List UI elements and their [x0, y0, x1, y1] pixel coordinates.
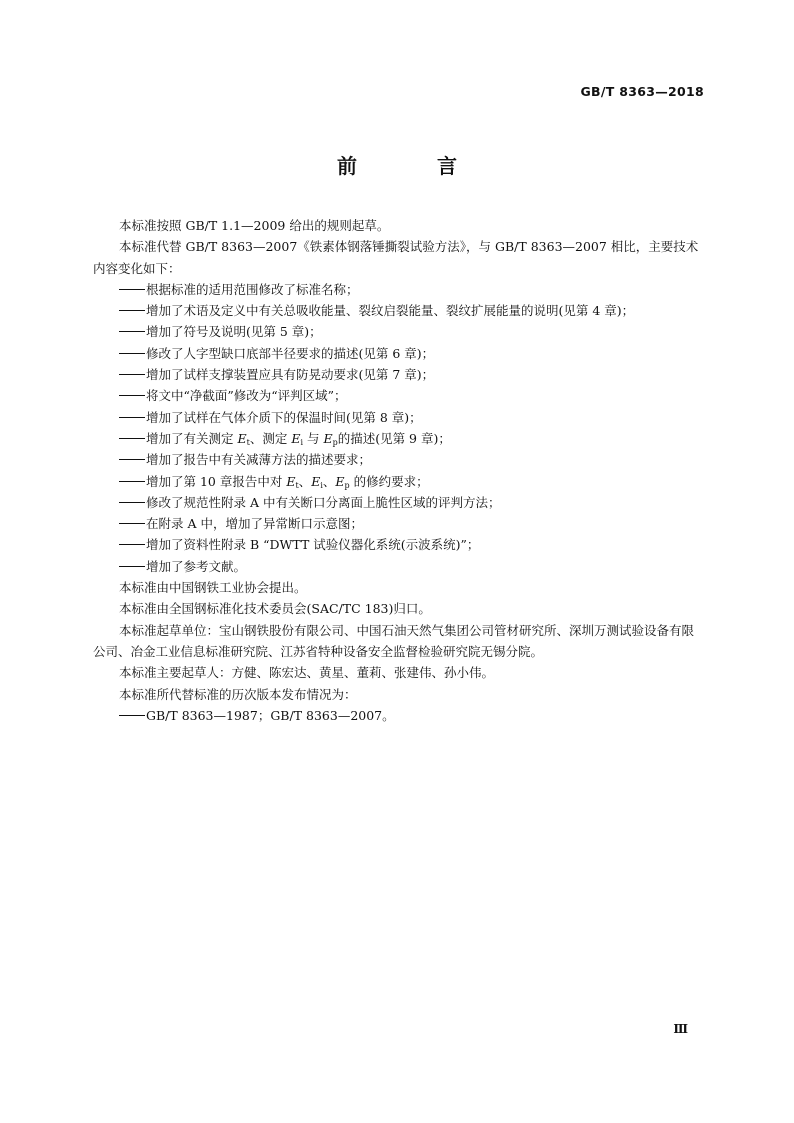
paragraph-history-intro: 本标准所代替标准的历次版本发布情况为：: [119, 686, 357, 702]
dash-icon: [119, 289, 145, 290]
change-item: 增加了参考文献。: [93, 556, 705, 577]
paragraph-replacement: 本标准代替 GB/T 8363—2007《铁素体钢落锤撕裂试验方法》，与 GB/T 8363—2007 相比，主要技术内容变化如下：: [93, 239, 699, 276]
dash-icon: [119, 481, 145, 482]
page-number: Ⅲ: [673, 1022, 688, 1036]
dash-icon: [119, 310, 145, 311]
dash-icon: [119, 353, 145, 354]
change-item-rounding: 增加了第 10 章报告中对 $E_t$、$E_i$、$E_p$ 的修约要求；: [93, 471, 705, 492]
change-item: 增加了试样在气体介质下的保温时间(见第 8 章)；: [93, 407, 705, 428]
change-item: 增加了资料性附录 B “DWTT 试验仪器化系统(示波系统)”；: [93, 534, 705, 555]
standard-number: GB/T 8363—2018: [580, 84, 704, 99]
dash-icon: [119, 374, 145, 375]
change-item: 将文中“净截面”修改为“评判区域”；: [93, 385, 705, 406]
dash-icon: [119, 523, 145, 524]
paragraph-technical-committee: 本标准由全国钢标准化技术委员会(SAC/TC 183)归口。: [119, 601, 431, 617]
change-item: 在附录 A 中，增加了异常断口示意图；: [93, 513, 705, 534]
page-title: 前 言: [337, 154, 487, 178]
dash-icon: [119, 395, 145, 396]
dash-icon: [119, 459, 145, 460]
change-item: 修改了人字型缺口底部半径要求的描述(见第 6 章)；: [93, 343, 705, 364]
dash-icon: [119, 502, 145, 503]
foreword-body: [93, 215, 705, 726]
change-item: 增加了术语及定义中有关总吸收能量、裂纹启裂能量、裂纹扩展能量的说明(见第 4 章)；: [93, 300, 705, 321]
paragraph-drafting-rules: 本标准按照 GB/T 1.1—2009 给出的规则起草。: [119, 218, 390, 233]
change-item: 增加了试样支撑装置应具有防晃动要求(见第 7 章)；: [93, 364, 705, 385]
change-item: 增加了报告中有关减薄方法的描述要求；: [93, 449, 705, 470]
dash-icon: [119, 715, 145, 716]
change-item: 增加了符号及说明(见第 5 章)；: [93, 321, 705, 342]
dash-icon: [119, 438, 145, 439]
dash-icon: [119, 566, 145, 567]
paragraph-drafting-units: 本标准起草单位：宝山钢铁股份有限公司、中国石油天然气集团公司管材研究所、深圳万测试验设备有限公司、冶金工业信息标准研究院、江苏省特种设备安全监督检验研究院无锡分院。: [93, 622, 695, 659]
dash-icon: [119, 417, 145, 418]
change-item: 根据标准的适用范围修改了标准名称；: [93, 279, 705, 300]
paragraph-proposer: 本标准由中国钢铁工业协会提出。: [119, 580, 307, 596]
history-item: GB/T 8363—1987；GB/T 8363—2007。: [93, 705, 705, 726]
paragraph-drafters: 本标准主要起草人：方健、陈宏达、黄星、董莉、张建伟、孙小伟。: [119, 665, 495, 681]
change-item-energy-determination: 增加了有关测定 $E_t$、测定 $E_i$ 与 $E_p$的描述(见第 9 章)；: [93, 428, 705, 449]
dash-icon: [119, 544, 145, 545]
change-item: 修改了规范性附录 A 中有关断口分离面上脆性区域的评判方法；: [93, 492, 705, 513]
dash-icon: [119, 331, 145, 332]
